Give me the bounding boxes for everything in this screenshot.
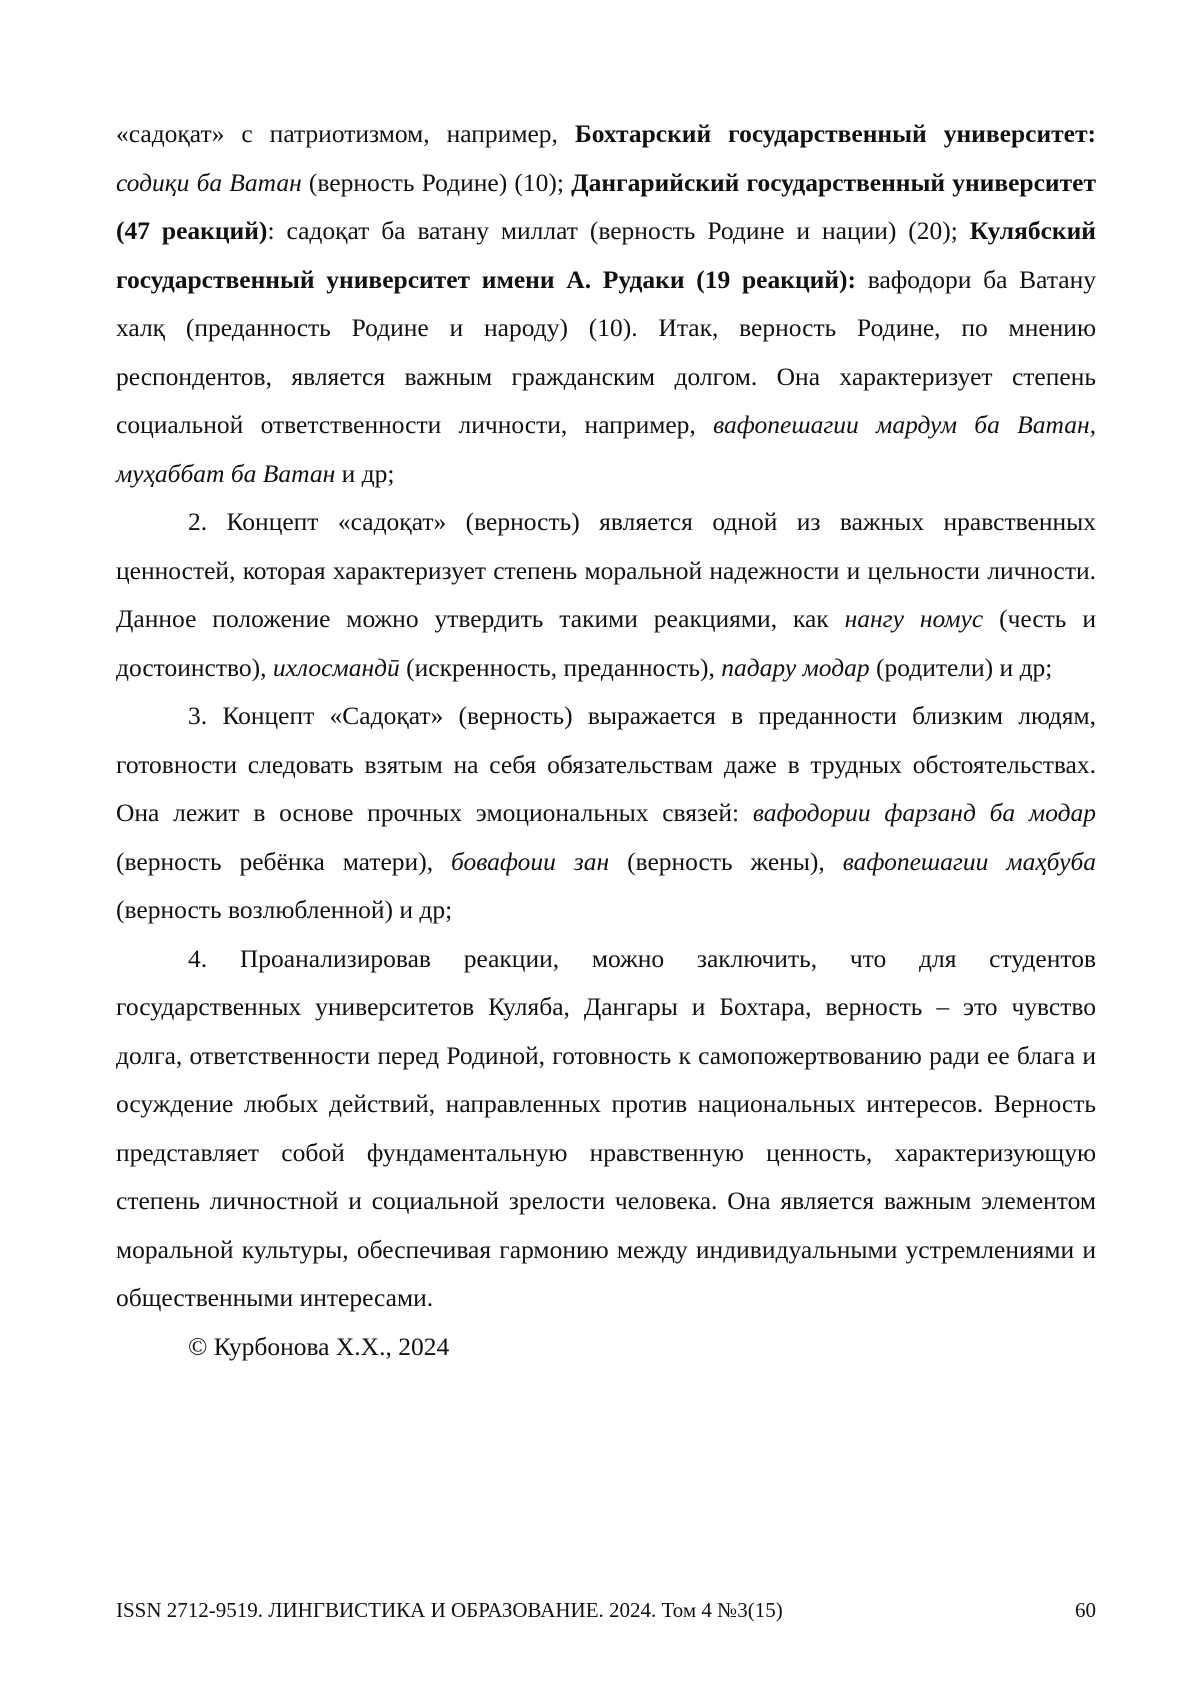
university-name-kulob: Кулябский государственный университет имени А. Рудаки (19 реакций):	[116, 216, 1096, 294]
tajik-reaction: ихлосмандӣ	[272, 652, 400, 682]
tajik-reaction: бовафоии зан	[450, 846, 610, 876]
paragraph-4: 4. Проанализировав реакции, можно заключить, что для студентов государственных университетов Куляба, Дангары и Бохтара, верность – это чувство долга, ответственности перед Родиной, готовность к самопожертвованию ради ее блага и осуждение любых действий, направленных против национальных интересов. Верность представляет собой фундаментальную нравственную ценность, характеризующую степень личностной и социальной зрелости человека. Она является важным элементом моральной культуры, обеспечивая гармонию между индивидуальными устремлениями и общественными интересами.	[116, 943, 1096, 1312]
tajik-reaction: падару модар	[721, 652, 870, 682]
paragraph-3: 3. Концепт «Садоқат» (верность) выражается в преданности близким людям, готовности следовать взятым на себя обязательствам даже в трудных обстоятельствах. Она лежит в основе прочных эмоциональных связей: вафодории фарзанд ба модар (верность ребёнка матери), бовафоии зан (верность жены), вафопешагии маҳбуба (верность возлюбленной) и др;	[116, 701, 1097, 924]
page-number: 60	[1075, 1598, 1096, 1622]
copyright-line: © Курбонова Х.Х., 2024	[188, 1331, 450, 1361]
university-name-bokhtar: Бохтарский государственный университет:	[574, 119, 1096, 148]
university-name-dangara: Дангарийский государственный университет (47 реакций)	[116, 167, 1096, 245]
tajik-reaction: вафопешагии маҳбуба	[842, 846, 1097, 876]
page-footer	[116, 1595, 1096, 1625]
paragraph-intro: «садоқат» с патриотизмом, например, Бохтарский государственный университет: содиқи ба Ватан (верность Родине) (10); Дангарийский государственный университет (47 реакций): садоқат ба ватану миллат (верность Родине и нации) (20); Кулябский государственный университет имени А. Рудаки (19 реакций): вафодори ба Ватану халқ (преданность Родине и народу) (10). Итак, верность Родине, по мнению респондентов, является важным гражданским долгом. Она характеризует степень социальной ответственности личности, например, вафопешагии мардум ба Ватан, муҳаббат ба Ватан и др;	[116, 119, 1096, 488]
paragraph-2: 2. Концепт «садоқат» (верность) является одной из важных нравственных ценностей, которая характеризует степень моральной надежности и цельности личности. Данное положение можно утвердить такими реакциями, как нангу номус (честь и достоинство), ихлосмандӣ (искренность, преданность), падару модар (родители) и др;	[116, 507, 1096, 682]
tajik-reaction: вафопешагии мардум ба Ватан, муҳаббат ба Ватан	[116, 410, 1096, 488]
tajik-reaction: вафодории фарзанд ба модар	[752, 798, 1097, 827]
journal-info: ISSN 2712-9519. ЛИНГВИСТИКА И ОБРАЗОВАНИЕ. 2024. Том 4 №3(15)	[116, 1598, 783, 1622]
tajik-reaction: нангу номус	[844, 604, 984, 633]
body-text	[116, 110, 1096, 1371]
tajik-reaction: содиқи ба Ватан	[116, 167, 302, 197]
